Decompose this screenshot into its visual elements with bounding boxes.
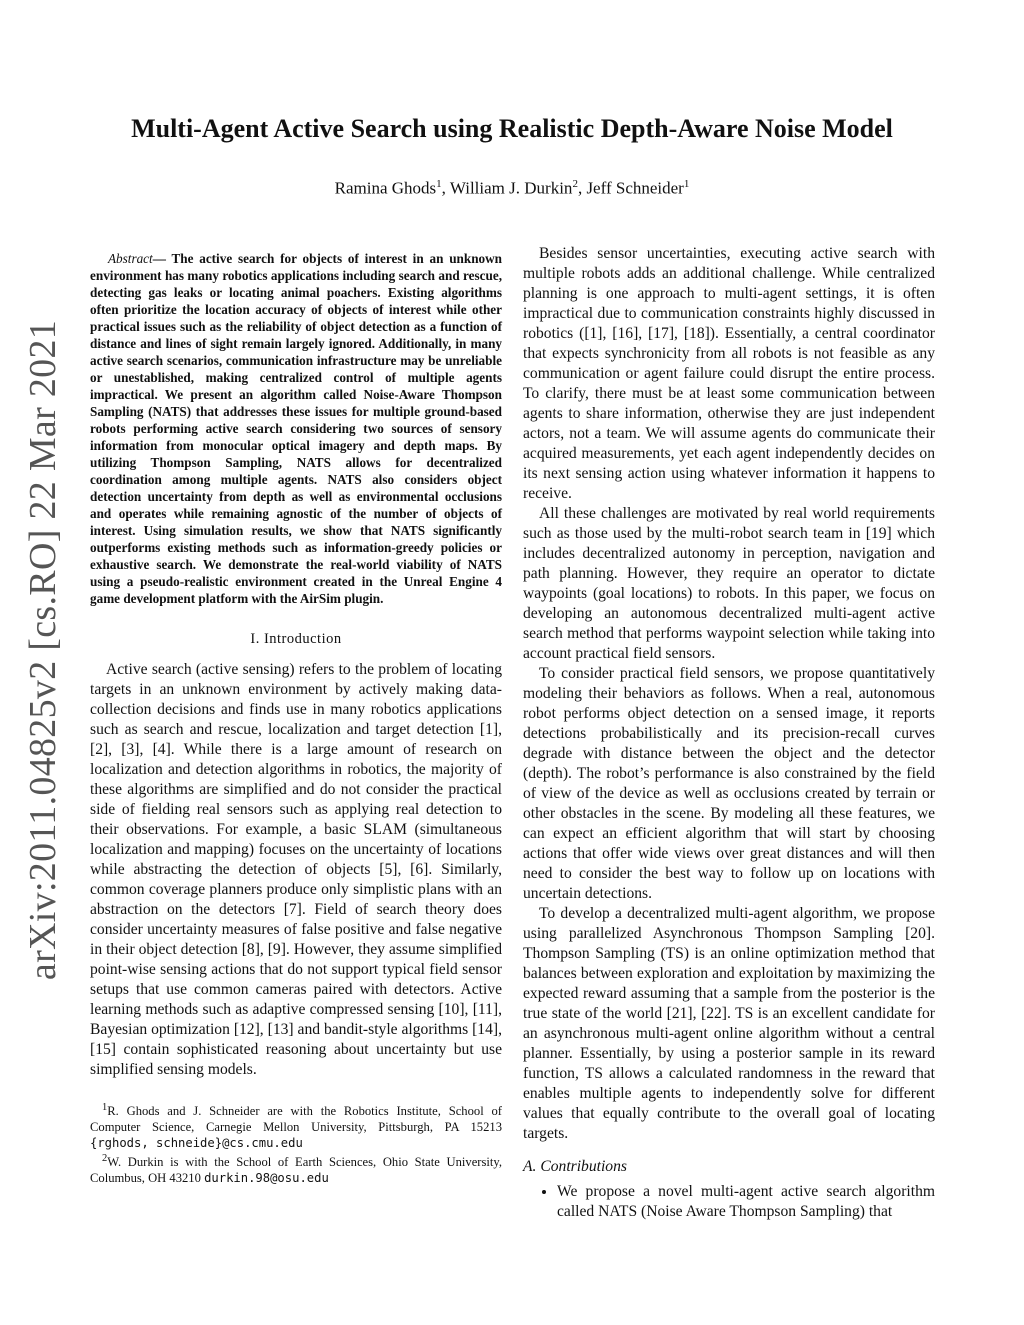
- body-paragraph: Besides sensor uncertainties, executing active search with multiple robots adds an additional challenge. While centralized planning is one approach to multi-agent settings, it is often impractical due to communication constraints highly discussed in robotics ([1], [16], [17], [18]). Essentially, a central coordinator that expects synchronicity from all robots is not feasible as any communication or agent failure could disrupt the entire process. To clarify, there must be at least some communication between agents to share information, otherwise they are just independent actors, not a team. We will assume agents do communicate their acquired measurements, yet each agent independently decides on its next sensing action using whatever information it happens to receive.: [523, 245, 935, 502]
- affiliation-mark: 2: [572, 178, 578, 190]
- section-heading-introduction: I. Introduction: [250, 631, 342, 647]
- footnote-2: [90, 1151, 502, 1186]
- affiliation-mark: 1: [436, 178, 442, 190]
- list-item: • We propose a novel multi-agent active search algorithm called NATS (Noise Aware Thompson Sampling) that: [557, 1182, 935, 1222]
- abstract-text: — The active search for objects of interest in an unknown environment has many robotics applications including search and rescue, detecting gas leaks or locating animal poachers. Existing algorithms often prioritize the location accuracy of objects of interest while other practical issues such as the reliability of object detection as a function of distance and lines of sight remain largely ignored. Additionally, in many active search scenarios, communication infrastructure may be unreliable or unestablished, making centralized control of multiple agents impractical. We present an algorithm called Noise-Aware Thompson Sampling (NATS) that addresses these issues for multiple ground-based robots performing active search considering two sources of sensory information from monocular optical imagery and depth maps. By utilizing Thompson Sampling, NATS allows for decentralized coordination among multiple agents. NATS also considers object detection uncertainty from depth as well as environmental occlusions and operates while remaining agnostic of the number of objects of interest. Using simulation results, we show that NATS significantly outperforms existing methods such as information-greedy policies or exhaustive search. We demonstrate the real-world viability of NATS using a pseudo-realistic environment created in the Unreal Engine 4 game development platform with the AirSim plugin.: [90, 251, 502, 606]
- author-separator: ,: [577, 178, 587, 198]
- footnotes: [90, 1100, 502, 1186]
- author-line: [0, 178, 1024, 199]
- footnote-mark: 2: [102, 1153, 108, 1165]
- footnote-text: R. Ghods and J. Schneider are with the Robotics Institute, School of Computer Science, Carnegie Mellon University, Pittsburgh, PA 15213: [90, 1104, 502, 1135]
- author-name: Jeff Schneider: [586, 178, 684, 198]
- left-column: [90, 244, 502, 1186]
- abstract: [90, 250, 502, 607]
- subsection-heading-contributions: A. Contributions: [523, 1158, 627, 1175]
- right-column: [523, 244, 935, 1222]
- intro-paragraph: Active search (active sensing) refers to the problem of locating targets in an unknown environment by actively making data-collection decisions and finds use in many robotics applications such as search and rescue, localization and target detection [1], [2], [3], [4]. While there is a large amount of research on localization and detection algorithms in robotics, the majority of these algorithms are simplified and do not consider the practical side of fielding real sensors such as applying real detection to their observations. For example, a basic SLAM (simultaneous localization and mapping) focuses on the uncertainty of locations while abstracting the detection of objects [5], [6]. Similarly, common coverage planners produce only simplistic plans with an abstraction on the detectors [7]. Field of search theory does consider uncertainty measures of false positive and false negative in their object detection [8], [9]. However, they assume simplified point-wise sensing actions that do not support typical field sensor setups that use common cameras paired with detectors. Active learning methods such as adaptive compressed sensing [10], [11], Bayesian optimization [12], [13] and bandit-style algorithms [14], [15] contain sophisticated reasoning about uncertainty but use simplified sensing models.: [90, 661, 502, 1078]
- footnote-email[interactable]: {rghods, schneide}@cs.cmu.edu: [90, 1136, 303, 1151]
- footnote-mark: 1: [102, 1102, 108, 1113]
- body-paragraph: To consider practical field sensors, we propose quantitatively modeling their behaviors as follows. When a real, autonomous robot performs object detection on a sensed image, it reports detections probabilistically and its precision-recall curves degrade with distance between the object and the detector (depth). The robot’s performance is also constrained by the field of view of the device as well as occlusions created by terrain or other obstacles in the scene. By modeling all these features, we can expect an efficient algorithm that will start by choosing actions that offer wide views over great distances and will then need to consider the best way to follow up on locations with uncertain detections.: [523, 665, 935, 902]
- footnote-text: W. Durkin is with the School of Earth Sciences, Ohio State University, Columbus, OH 43210: [90, 1155, 502, 1186]
- body-paragraph: All these challenges are motivated by real world requirements such as those used by the multi-robot search team in [19] which includes decentralized autonomy in perception, navigation and path planning. However, they require an operator to dictate waypoints (goal locations) to robots. In this paper, we focus on developing an autonomous decentralized multi-agent active search method that performs waypoint selection while taking into account practical field sensors.: [523, 505, 935, 662]
- arxiv-identifier: arXiv:2011.04825v2 [cs.RO] 22 Mar 2021: [21, 319, 64, 981]
- contributions-list: [523, 1182, 935, 1222]
- affiliation-mark: 1: [683, 178, 690, 190]
- arxiv-stamp: [20, 319, 65, 981]
- author-name: Ramina Ghods: [334, 178, 437, 198]
- body-paragraph: To develop a decentralized multi-agent algorithm, we propose using parallelized Asynchronous Thompson Sampling [20]. Thompson Sampling (TS) is an online optimization method that balances between exploration and exploitation by maximizing the expected reward assuming that a sample from the posterior is the true state of the world [21], [22]. TS is an excellent candidate for an asynchronous multi-agent online algorithm without a central planner. Essentially, by using a posterior sample in its reward function, TS allows a calculated randomness in the reward that enables multiple agents to independently solve for different values that equally contribute to the overall goal of locating targets.: [523, 905, 935, 1142]
- footnote-email[interactable]: durkin.98@osu.edu: [204, 1171, 329, 1186]
- abstract-label: Abstract: [108, 251, 153, 266]
- footnote-1: [90, 1100, 502, 1151]
- paper-title: Multi-Agent Active Search using Realistic Depth-Aware Noise Model: [131, 114, 893, 143]
- author-name: William J. Durkin: [449, 178, 573, 198]
- author-separator: ,: [441, 178, 450, 198]
